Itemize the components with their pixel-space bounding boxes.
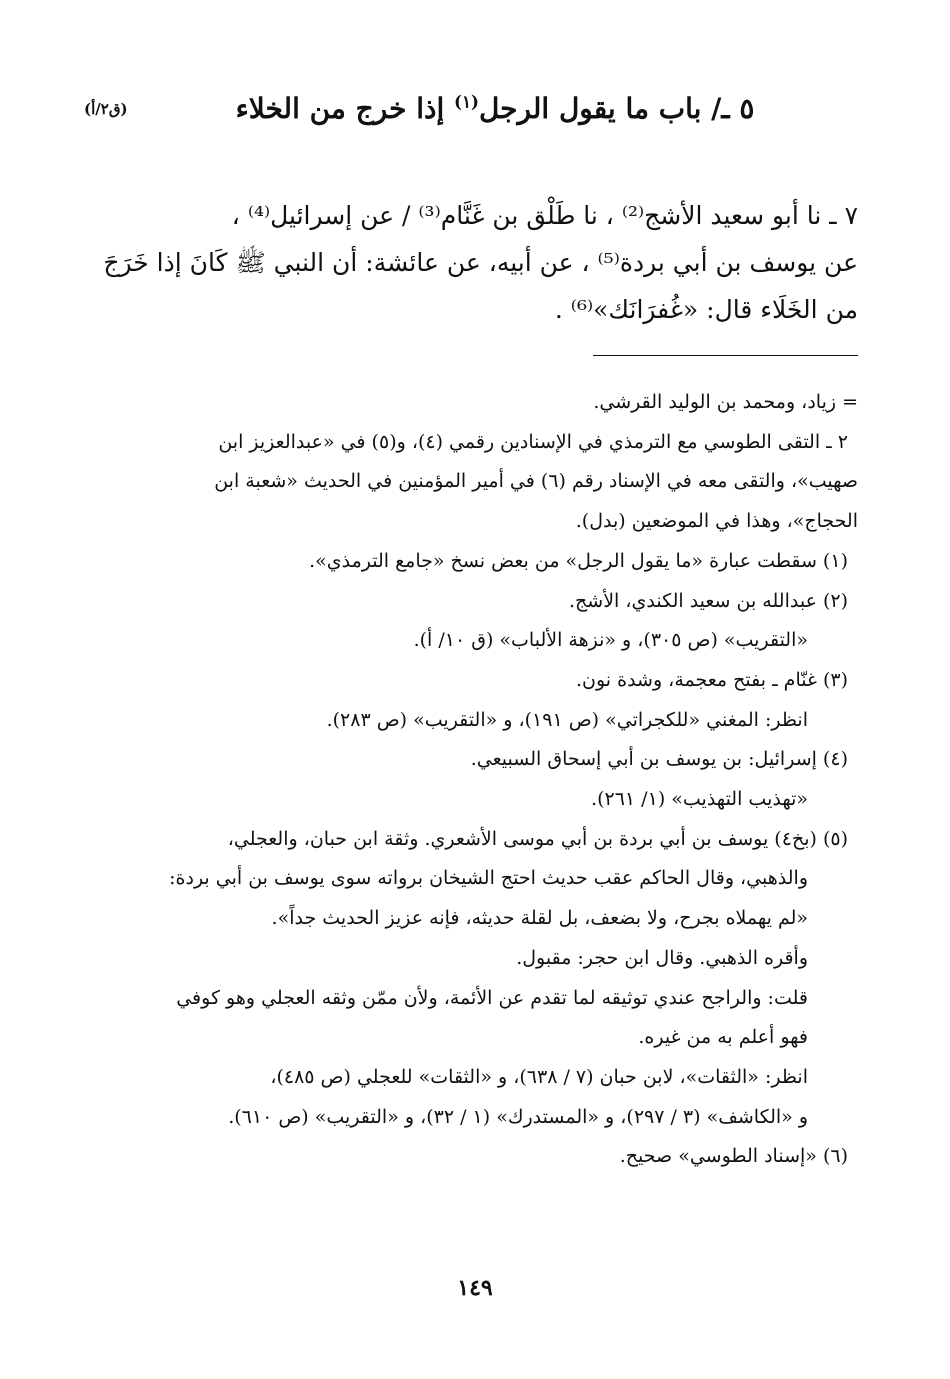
page-number: ١٤٩ [457, 1275, 493, 1301]
chapter-title-footnote-marker: (١) [454, 91, 479, 112]
footnote-1: (١) سقطت عبارة «ما يقول الرجل» من بعض نسخ «جامع الترمذي». [309, 549, 848, 572]
chapter-title [220, 92, 770, 125]
footnote-line: انظر: المغني «للكجراتي» (ص ١٩١)، و «التقريب» (ص ٢٨٣). [326, 708, 808, 731]
footnote-line: و «الكاشف» (٣ / ٢٩٧)، و «المستدرك» (١ / ٣٢)، و «التقريب» (ص ٦١٠). [228, 1105, 808, 1128]
footnote-line: صهيب»، والتقى معه في الإسناد رقم (٦) في أمير المؤمنين في الحديث «شعبة ابن [214, 470, 858, 493]
footnote-divider [593, 355, 858, 356]
footnote-line: فهو أعلم به من غيره. [638, 1026, 808, 1049]
hadith-line-1: ٧ ـ نا أبو سعيد الأشج⁽²⁾ ، نا طَلْق بن غَنَّام⁽³⁾ / عن إسرائيل⁽⁴⁾ ، [231, 201, 858, 230]
footnote-line: ٢ ـ التقى الطوسي مع الترمذي في الإسنادين رقمي (٤)، و(٥) في «عبدالعزيز ابن [218, 430, 848, 453]
footnote-3: (٣) غنّام ـ بفتح معجمة، وشدة نون. [575, 668, 848, 691]
footnote-line: انظر: «الثقات»، لابن حبان (٧ / ٦٣٨)، و «الثقات» للعجلي (ص ٤٨٥)، [270, 1065, 808, 1088]
footnote-2: (٢) عبدالله بن سعيد الكندي، الأشج. [569, 589, 848, 612]
chapter-title-start: ٥ ـ/ باب ما يقول الرجل [478, 92, 755, 125]
footnote-line: «لم يهملاه بجرح، ولا بضعف، بل لقلة حديثه، فإنه عزيز الحديث جداً». [271, 907, 808, 930]
hadith-line-2: عن يوسف بن أبي بردة⁽⁵⁾ ، عن أبيه، عن عائشة: أن النبي ﷺ كَانَ إذا خَرَجَ [103, 248, 858, 277]
hadith-line-3: من الخَلَاء قال: «غُفرَانَك»⁽⁶⁾ . [554, 295, 858, 324]
chapter-title-end: إذا خرج من الخلاء [235, 92, 455, 125]
footnote-line: وأقره الذهبي. وقال ابن حجر: مقبول. [516, 946, 808, 969]
footnote-line: والذهبي، وقال الحاكم عقب حديث احتج الشيخان برواته سوى يوسف بن أبي بردة: [169, 867, 808, 890]
footnote-6: (٦) «إسناد الطوسي» صحيح. [619, 1145, 848, 1168]
hadith-text [103, 192, 858, 333]
footnote-line: قلت: والراجح عندي توثيقه لما تقدم عن الأئمة، ولأن ممّن وثقه العجلي وهو كوفي [176, 986, 808, 1009]
footnote-5: (٥) (بخ٤) يوسف بن أبي بردة بن أبي موسى الأشعري. وثقة ابن حبان، والعجلي، [227, 827, 848, 850]
footnote-line: «تهذيب التهذيب» (١/ ٢٦١). [591, 788, 808, 811]
footnotes [130, 383, 858, 1177]
footnote-line: «التقريب» (ص ٣٠٥)، و «نزهة الألباب» (ق ١٠/ أ). [413, 629, 808, 652]
footnote-continuation: = زياد، ومحمد بن الوليد القرشي. [593, 391, 858, 413]
footnote-4: (٤) إسرائيل: بن يوسف بن أبي إسحاق السبيعي. [470, 748, 848, 771]
manuscript-reference: (ق٢/أ) [84, 100, 128, 118]
footnote-line: الحجاج»، وهذا في الموضعين (بدل). [575, 510, 858, 533]
